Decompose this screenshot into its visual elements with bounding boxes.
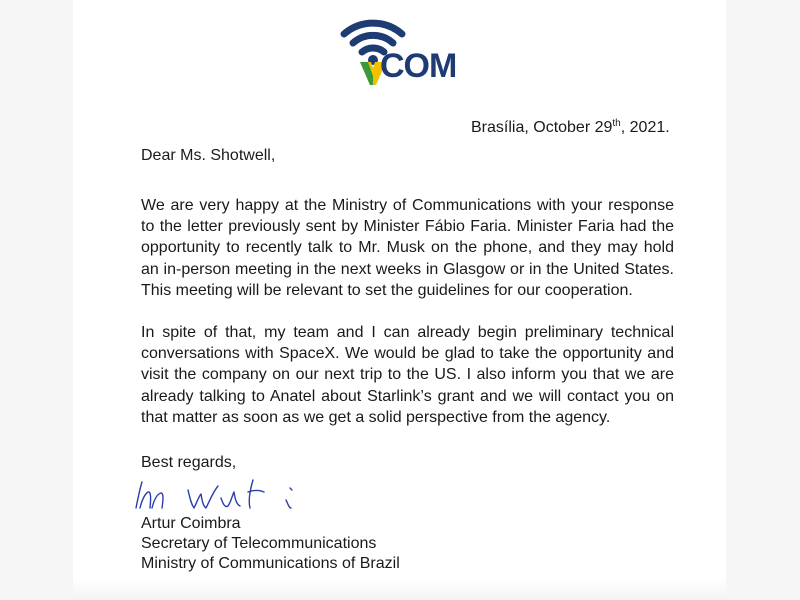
- signer-name: Artur Coimbra: [141, 515, 241, 532]
- paragraph-line: This meeting will be relevant to set the guidelines for our cooperation.: [141, 281, 633, 299]
- letter-date: Brasília, October 29th, 2021.: [471, 118, 670, 136]
- paragraph-line: In spite of that, my team and I can already begin preliminary technical: [141, 324, 674, 341]
- date-ordinal-suffix: th: [612, 118, 621, 129]
- paragraph-line: that matter as soon as we get a solid perspective from the agency.: [141, 408, 611, 426]
- body-paragraph-2: [141, 322, 674, 428]
- body-paragraph-1: [141, 195, 674, 301]
- paragraph-line: an in-person meeting in the next weeks in Glasgow or in the United States.: [141, 260, 674, 278]
- paragraph-line: already talking to Anatel about Starlink’s grant and we will contact you on: [141, 387, 674, 405]
- paragraph-line: visit the company on our next trip to the US. I also inform you that we are: [141, 366, 674, 384]
- page-margin-right: [726, 0, 800, 600]
- page-margin-left: [0, 0, 73, 600]
- closing: Best regards,: [141, 454, 237, 471]
- page-bottom-edge: [73, 578, 726, 600]
- paragraph-line: opportunity to recently talk to Mr. Musk on the phone, and they may hold: [141, 239, 674, 257]
- handwritten-signature: [128, 468, 328, 518]
- signer-title: Secretary of Telecommunications: [141, 535, 377, 552]
- ministry-logo: [338, 10, 478, 90]
- signer-organization: Ministry of Communications of Brazil: [141, 555, 400, 572]
- paragraph-line: conversations with SpaceX. We would be glad to take the opportunity and: [141, 345, 674, 363]
- signature-block: [141, 514, 400, 574]
- paragraph-line: We are very happy at the Ministry of Communications with your response: [141, 197, 674, 214]
- salutation: Dear Ms. Shotwell,: [141, 147, 276, 164]
- logo-wordmark: COM: [380, 47, 457, 85]
- paragraph-line: to the letter previously sent by Minister Fábio Faria. Minister Faria had the: [141, 218, 674, 236]
